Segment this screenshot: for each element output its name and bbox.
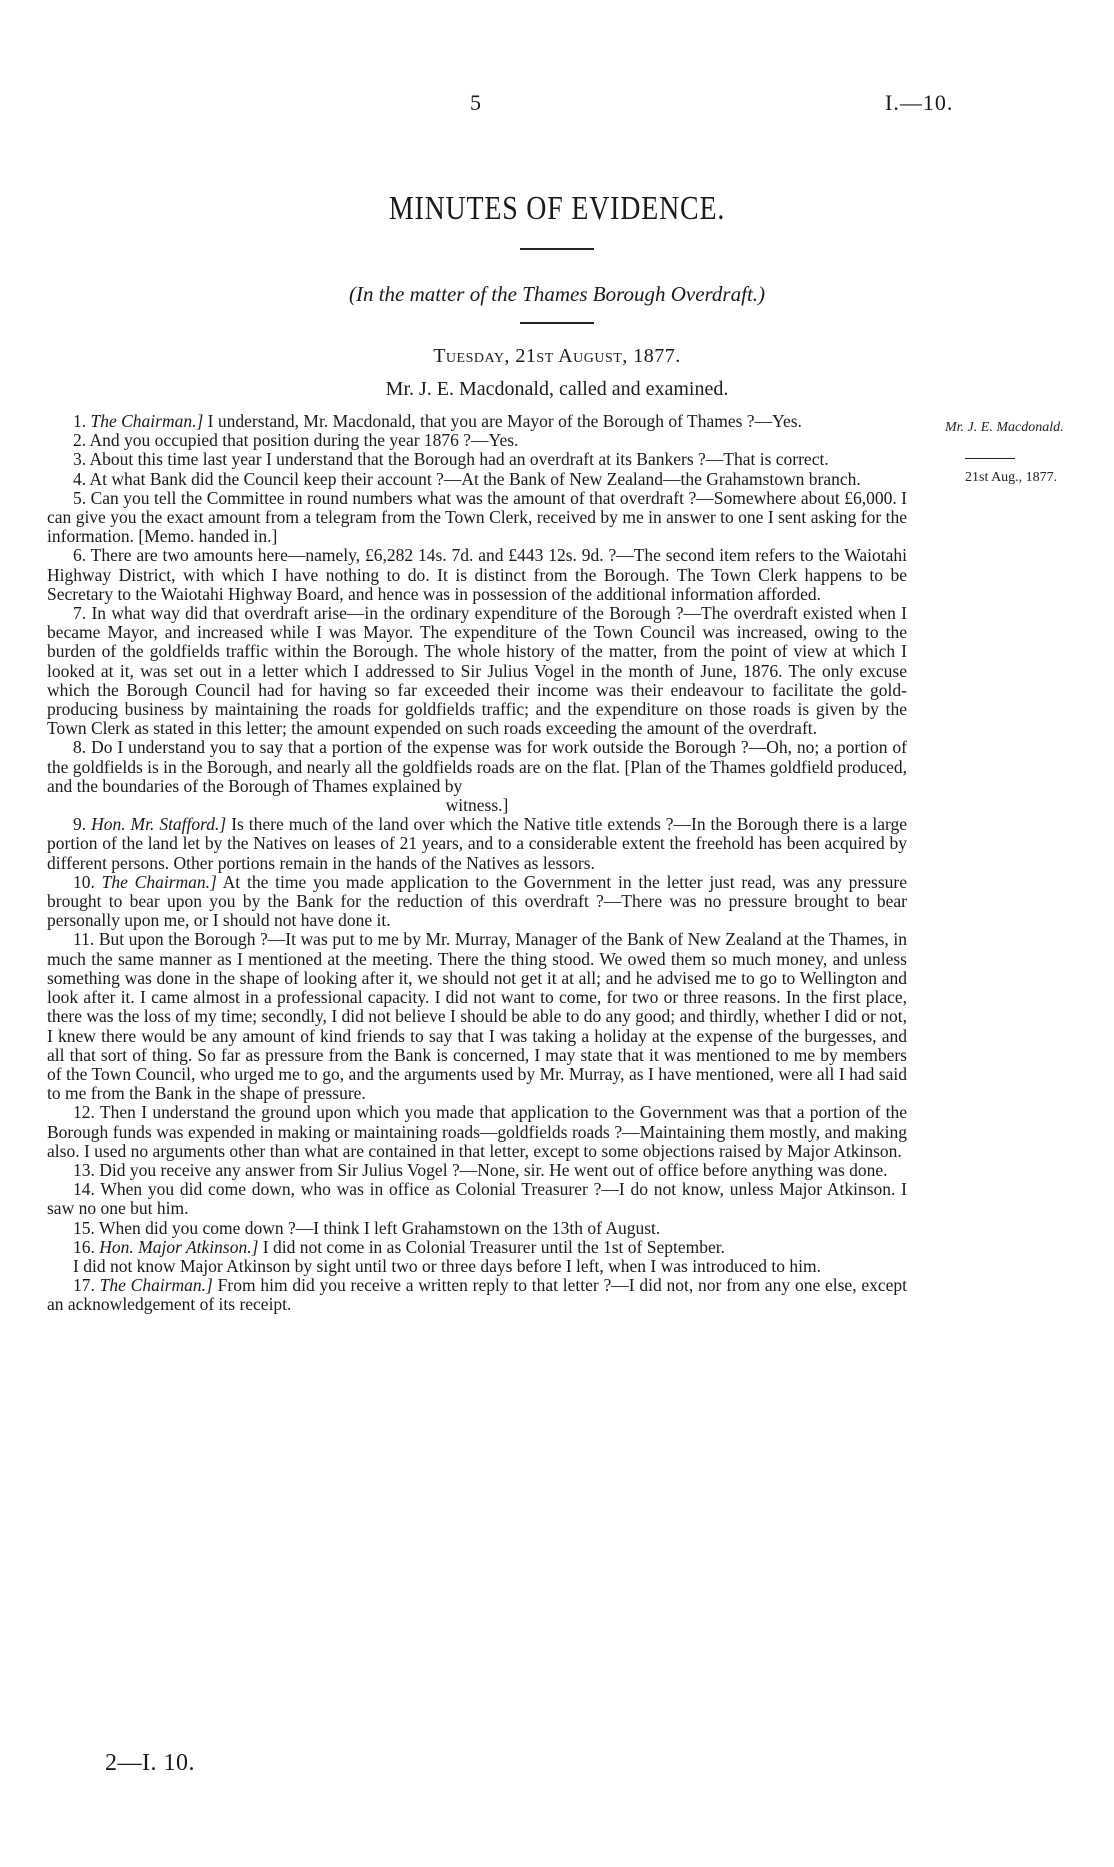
paragraph-text: Is there much of the land over which the Native title extends ?—In the Borough there is a large portion of the land let by the Natives on leases of 21 years, and to a considerable extent the freehold has been acquired by different persons. Other portions remain in the hands of the Natives as lessors.	[47, 814, 907, 873]
paragraph-text: I did not know Major Atkinson by sight until two or three days before I left, when I was introduced to him.	[73, 1255, 821, 1276]
paragraph-text: From him did you receive a written reply to that letter ?—I did not, nor from any one else, except an acknowledgement of its receipt.	[47, 1275, 908, 1315]
paragraph-text: And you occupied that position during the year 1876 ?—Yes.	[89, 430, 519, 451]
evidence-paragraph	[47, 431, 907, 450]
question-number: 3.	[73, 449, 90, 470]
question-number: 13.	[73, 1159, 100, 1180]
evidence-body	[47, 412, 907, 1315]
question-number: 9.	[73, 814, 92, 835]
paragraph-text: Do I understand you to say that a portion of the expense was for work outside the Borough ?—Oh, no; a portion of the goldfields is in the Borough, and nearly all the goldfields roads are on the flat. [Plan of the Thames goldfield produced, and the boundaries of the Borough of Thames explained by	[47, 737, 907, 796]
speaker-name: The Chairman.]	[101, 871, 217, 892]
paragraph-text: I understand, Mr. Macdonald, that you are Mayor of the Borough of Thames ?—Yes.	[203, 411, 802, 431]
paragraph-text: Can you tell the Committee in round numbers what was the amount of that overdraft ?—Somewhere about £6,000. I can give you the exact amount from a telegram from the Town Clerk, received by me in answer to one I sent asking for the information. [Memo. handed in.]	[47, 487, 907, 547]
evidence-paragraph	[47, 738, 907, 796]
paragraph-text: Did you receive any answer from Sir Julius Vogel ?—None, sir. He went out of office before anything was done.	[99, 1159, 888, 1180]
question-number: 8.	[73, 737, 92, 758]
witness-line: Mr. J. E. Macdonald, called and examined.	[385, 378, 729, 400]
evidence-paragraph	[47, 930, 907, 1103]
title-divider	[520, 248, 594, 250]
question-number: 5.	[73, 487, 91, 508]
evidence-paragraph	[47, 1276, 907, 1314]
paragraph-text: There are two amounts here—namely, £6,282 14s. 7d. and £443 12s. 9d. ?—The second item refers to the Waiotahi Highway District, with which I have nothing to do. It is distinct from the Borough. The Town Clerk happens to be Secretary to the Waiotahi Highway Board, and hence was in possession of the additional information afforded.	[47, 545, 907, 604]
page-title: MINUTES OF EVIDENCE.	[388, 190, 726, 227]
paragraph-text: But upon the Borough ?—It was put to me by Mr. Murray, Manager of the Bank of New Zealand at the Thames, in much the same manner as I mentioned at the meeting. There the thing stood. We owed them so much money, and unless something was done in the shape of looking after it, we should not get it at all; and he advised me to go to Wellington and look after it. I came almost in a professional capacity. I did not want to come, for two or three reasons. In the first place, there was the loss of my time; secondly, I did not believe I should be able to do any good; and thirdly, whether I did or not, I knew there would be any amount of kind friends to say that I was taking a holiday at the expense of the burgesses, and all that sort of thing. So far as pressure from the Bank is concerned, I may state that it was mentioned to me by members of the Town Council, who urged me to go, and the arguments used by Mr. Murray, as I have mentioned, were all I had said to me from the Bank in the shape of pressure.	[47, 929, 907, 1104]
question-number: 4.	[73, 468, 90, 489]
page-number: 5	[470, 90, 481, 115]
subtitle: (In the matter of the Thames Borough Overdraft.)	[348, 282, 766, 306]
footer-reference: 2—I. 10.	[105, 1750, 195, 1776]
margin-date: 21st Aug., 1877.	[965, 470, 1058, 485]
question-number: 10.	[73, 871, 102, 892]
margin-divider	[965, 458, 1015, 459]
paragraph-text: Then I understand the ground upon which you made that application to the Government was that a portion of the Borough funds was expended in making or maintaining roads—goldfields roads ?—Maintaining them mostly, and making also. I used no arguments other than what are contained in that letter, except to some objections raised by Major Atkinson.	[47, 1102, 907, 1161]
evidence-paragraph	[47, 546, 907, 604]
question-number: 11.	[73, 929, 99, 950]
paragraph-text: About this time last year I understand that the Borough had an overdraft at its Bankers ?—That is correct.	[89, 449, 829, 470]
evidence-paragraph	[47, 604, 907, 738]
question-number: 14.	[73, 1179, 101, 1200]
question-number: 15.	[73, 1217, 99, 1238]
speaker-name: Hon. Mr. Stafford.]	[91, 814, 227, 835]
evidence-paragraph	[47, 412, 907, 431]
evidence-paragraph	[47, 1180, 907, 1218]
document-reference: I.—10.	[885, 90, 954, 115]
question-number: 7.	[73, 603, 92, 624]
question-number: 12.	[73, 1102, 100, 1123]
paragraph-text: witness.]	[445, 795, 509, 816]
evidence-paragraph	[47, 1103, 907, 1161]
question-number: 2.	[73, 430, 90, 451]
evidence-paragraph	[47, 796, 907, 815]
question-number: 1.	[73, 411, 91, 431]
evidence-paragraph	[47, 450, 907, 469]
question-number: 6.	[73, 545, 91, 566]
evidence-paragraph	[47, 815, 907, 873]
subtitle-divider	[520, 322, 594, 324]
evidence-paragraph	[47, 489, 907, 547]
paragraph-text: When you did come down, who was in office as Colonial Treasurer ?—I do not know, unless Major Atkinson. I saw no one but him.	[47, 1179, 907, 1219]
session-date: Tuesday, 21st August, 1877.	[433, 345, 681, 367]
question-number: 16.	[73, 1236, 100, 1257]
speaker-name: The Chairman.]	[90, 411, 204, 431]
evidence-paragraph	[47, 1257, 907, 1276]
evidence-paragraph	[47, 1161, 907, 1180]
speaker-name: Hon. Major Atkinson.]	[99, 1236, 259, 1257]
question-number: 17.	[73, 1275, 100, 1296]
paragraph-text: At the time you made application to the Government in the letter just read, was any pressure brought to bear upon you by the Bank for the reduction of this overdraft ?—There was no pressure brought to bear personally upon me, or I should not have done it.	[47, 871, 907, 931]
margin-witness-name: Mr. J. E. Macdonald.	[945, 420, 1064, 435]
paragraph-text: In what way did that overdraft arise—in the ordinary expenditure of the Borough ?—The overdraft existed when I became Mayor, and increased while I was Mayor. The expenditure of the Town Council was increased, owing to the burden of the goldfields traffic within the Borough. The whole history of the matter, from the point of view at which I looked at it, was set out in a letter which I addressed to Sir Julius Vogel in the month of June, 1876. The only excuse which the Borough Council had for having so far exceeded their income was their endeavour to facilitate the gold-producing business by maintaining the roads for goldfields traffic; and the expenditure on those roads is given by the Town Clerk as stated in this letter; the amount expended on such roads exceeding the amount of the overdraft.	[47, 603, 907, 739]
paragraph-text: I did not come in as Colonial Treasurer until the 1st of September.	[258, 1236, 725, 1257]
evidence-paragraph	[47, 1219, 907, 1238]
speaker-name: The Chairman.]	[99, 1275, 213, 1296]
evidence-paragraph	[47, 873, 907, 931]
evidence-paragraph	[47, 1238, 907, 1257]
paragraph-text: When did you come down ?—I think I left Grahamstown on the 13th of August.	[98, 1217, 661, 1238]
paragraph-text: At what Bank did the Council keep their account ?—At the Bank of New Zealand—the Grahamstown branch.	[89, 468, 861, 489]
evidence-paragraph	[47, 470, 907, 489]
